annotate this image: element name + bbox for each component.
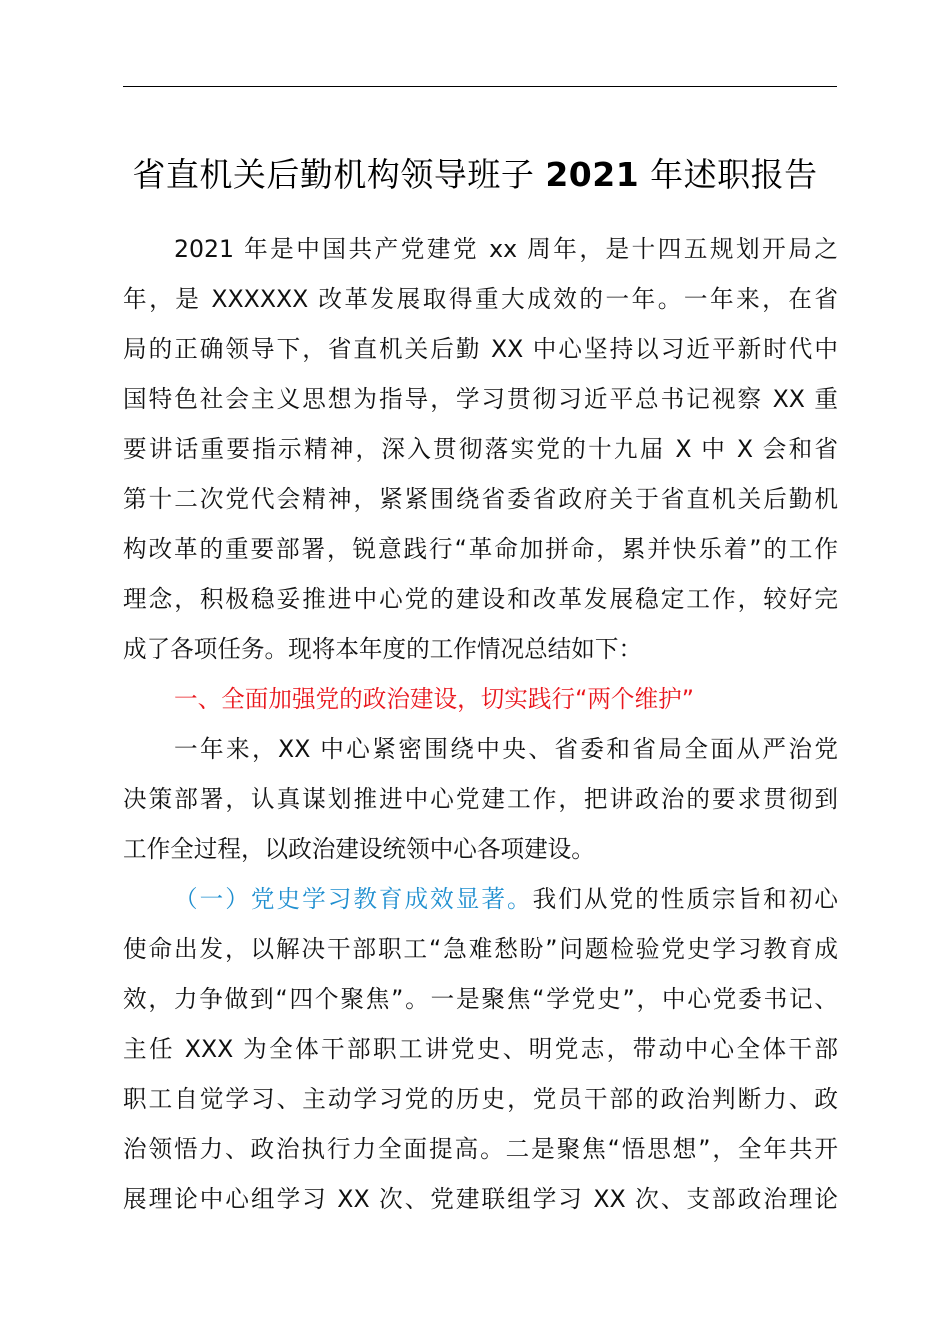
subsection1-line: 效，力争做到“四个聚焦”。一是聚焦“学党史”，中心党委书记、 xyxy=(123,985,838,1013)
intro-line: 2021 年是中国共产党建党 xx 周年，是十四五规划开局之 xyxy=(174,235,838,263)
intro-line: 局的正确领导下，省直机关后勤 XX 中心坚持以习近平新时代中 xyxy=(123,335,838,363)
subsection1-line: 职工自觉学习、主动学习党的历史，党员干部的政治判断力、政 xyxy=(123,1085,838,1113)
subsection1-line: 治领悟力、政治执行力全面提高。二是聚焦“悟思想”，全年共开 xyxy=(123,1135,838,1163)
intro-line: 理念，积极稳妥推进中心党的建设和改革发展稳定工作，较好完 xyxy=(123,585,838,613)
intro-line: 构改革的重要部署，锐意践行“革命加拼命，累并快乐着”的工作 xyxy=(123,535,838,563)
intro-line: 年，是 XXXXXX 改革发展取得重大成效的一年。一年来，在省 xyxy=(123,285,838,313)
subsection1-line: 使命出发，以解决干部职工“急难愁盼”问题检验党史学习教育成 xyxy=(123,935,838,963)
subsection1-line: 主任 XXX 为全体干部职工讲党史、明党志，带动中心全体干部 xyxy=(123,1035,838,1063)
title-suffix: 年述职报告 xyxy=(650,155,818,194)
intro-line: 国特色社会主义思想为指导，学习贯彻习近平总书记视察 XX 重 xyxy=(123,385,838,413)
section1-line: 一年来，XX 中心紧密围绕中央、省委和省局全面从严治党 xyxy=(174,735,838,763)
subsection1-first-line xyxy=(123,874,838,924)
title-year: 2021 xyxy=(545,155,640,194)
subsection-heading-1: （一）党史学习教育成效显著。 xyxy=(174,885,533,913)
document-body xyxy=(123,224,838,1224)
section1-line: 工作全过程，以政治建设统领中心各项建设。 xyxy=(123,835,595,863)
section-heading-1: 一、全面加强党的政治建设，切实践行“两个维护” xyxy=(174,685,694,713)
header-rule xyxy=(123,86,837,87)
subsection1-line: 展理论中心组学习 XX 次、党建联组学习 XX 次、支部政治理论 xyxy=(123,1185,838,1213)
title-prefix: 省直机关后勤机构领导班子 xyxy=(132,155,535,194)
subsection1-first-rest: 我们从党的性质宗旨和初心 xyxy=(532,885,839,913)
intro-line: 成了各项任务。现将本年度的工作情况总结如下： xyxy=(123,635,643,663)
document-title xyxy=(0,150,950,200)
intro-line: 要讲话重要指示精神，深入贯彻落实党的十九届 X 中 X 会和省 xyxy=(123,435,838,463)
section1-line: 决策部署，认真谋划推进中心党建工作，把讲政治的要求贯彻到 xyxy=(123,785,838,813)
intro-line: 第十二次党代会精神，紧紧围绕省委省政府关于省直机关后勤机 xyxy=(123,485,838,513)
